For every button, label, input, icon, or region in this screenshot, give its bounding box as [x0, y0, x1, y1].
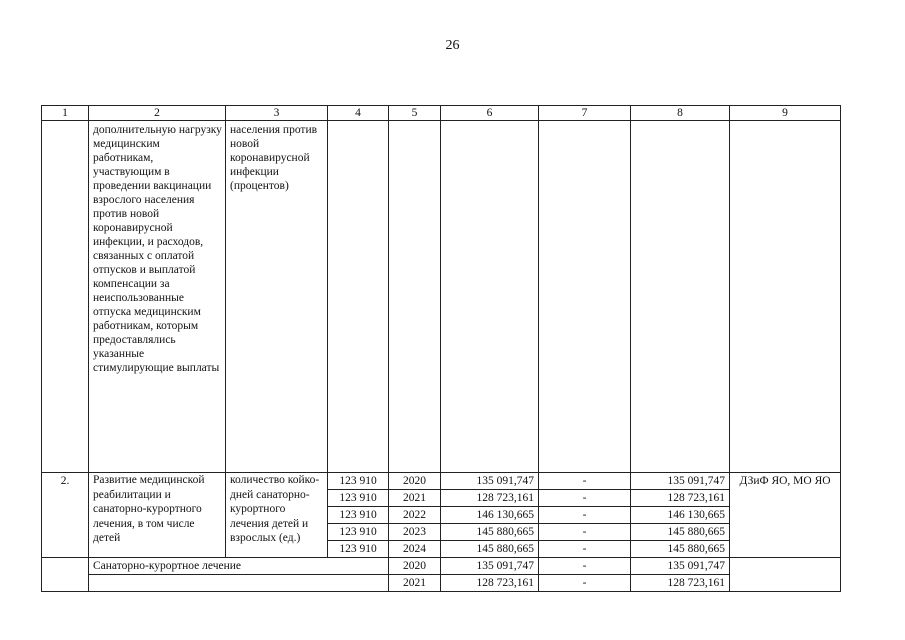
federal-amount: -	[539, 473, 631, 490]
empty-cell	[42, 121, 89, 473]
total-amount: 135 091,747	[441, 558, 539, 575]
year: 2020	[389, 473, 441, 490]
target-value: 123 910	[328, 507, 389, 524]
header-cell: 3	[226, 106, 328, 121]
header-cell: 6	[441, 106, 539, 121]
target-value: 123 910	[328, 524, 389, 541]
item-number: 2.	[42, 473, 89, 558]
regional-amount: 135 091,747	[631, 473, 730, 490]
target-value: 123 910	[328, 490, 389, 507]
item-row	[42, 473, 841, 490]
page-number: 26	[445, 38, 460, 53]
measure-name-continued: дополнительную нагрузку медицинским работникам, участвующим в проведении вакцинации взрослого населения против новой коронавирусной инфекции, и расходов, связанных с оплатой отпусков и выплатой компенсации за неиспользованные отпуска медицинским работникам, которым предоставлялись указанные стимулирующие выплаты	[89, 121, 226, 473]
total-amount: 128 723,161	[441, 490, 539, 507]
measure-name: Развитие медицинской реабилитации и санаторно-курортного лечения, в том числе детей	[89, 473, 226, 558]
year: 2023	[389, 524, 441, 541]
federal-amount: -	[539, 524, 631, 541]
empty-cell	[328, 121, 389, 473]
empty-cell	[89, 575, 389, 592]
empty-cell	[42, 558, 89, 592]
indicator-name: количество койко-дней санаторно-курортного лечения детей и взрослых (ед.)	[226, 473, 328, 558]
header-cell: 7	[539, 106, 631, 121]
target-value: 123 910	[328, 541, 389, 558]
regional-amount: 146 130,665	[631, 507, 730, 524]
sub-row	[42, 558, 841, 575]
empty-cell	[730, 558, 841, 592]
empty-cell	[631, 121, 730, 473]
year: 2021	[389, 575, 441, 592]
total-amount: 146 130,665	[441, 507, 539, 524]
year: 2021	[389, 490, 441, 507]
header-row	[42, 106, 841, 121]
total-amount: 135 091,747	[441, 473, 539, 490]
year: 2024	[389, 541, 441, 558]
empty-cell	[730, 121, 841, 473]
regional-amount: 128 723,161	[631, 490, 730, 507]
federal-amount: -	[539, 507, 631, 524]
header-cell: 2	[89, 106, 226, 121]
total-amount: 145 880,665	[441, 541, 539, 558]
header-cell: 8	[631, 106, 730, 121]
regional-amount: 145 880,665	[631, 541, 730, 558]
header-cell: 9	[730, 106, 841, 121]
total-amount: 145 880,665	[441, 524, 539, 541]
empty-cell	[539, 121, 631, 473]
federal-amount: -	[539, 575, 631, 592]
regional-amount: 145 880,665	[631, 524, 730, 541]
header-cell: 4	[328, 106, 389, 121]
program-table	[41, 105, 841, 592]
year: 2022	[389, 507, 441, 524]
header-cell: 5	[389, 106, 441, 121]
total-amount: 128 723,161	[441, 575, 539, 592]
federal-amount: -	[539, 541, 631, 558]
executors: ДЗиФ ЯО, МО ЯО	[730, 473, 841, 558]
regional-amount: 128 723,161	[631, 575, 730, 592]
subsection-title: Санаторно-курортное лечение	[89, 558, 389, 575]
federal-amount: -	[539, 490, 631, 507]
indicator-continued: населения против новой коронавирусной инфекции (процентов)	[226, 121, 328, 473]
continued-row	[42, 121, 841, 473]
regional-amount: 135 091,747	[631, 558, 730, 575]
empty-cell	[389, 121, 441, 473]
header-cell: 1	[42, 106, 89, 121]
target-value: 123 910	[328, 473, 389, 490]
empty-cell	[441, 121, 539, 473]
sub-row	[42, 575, 841, 592]
federal-amount: -	[539, 558, 631, 575]
year: 2020	[389, 558, 441, 575]
